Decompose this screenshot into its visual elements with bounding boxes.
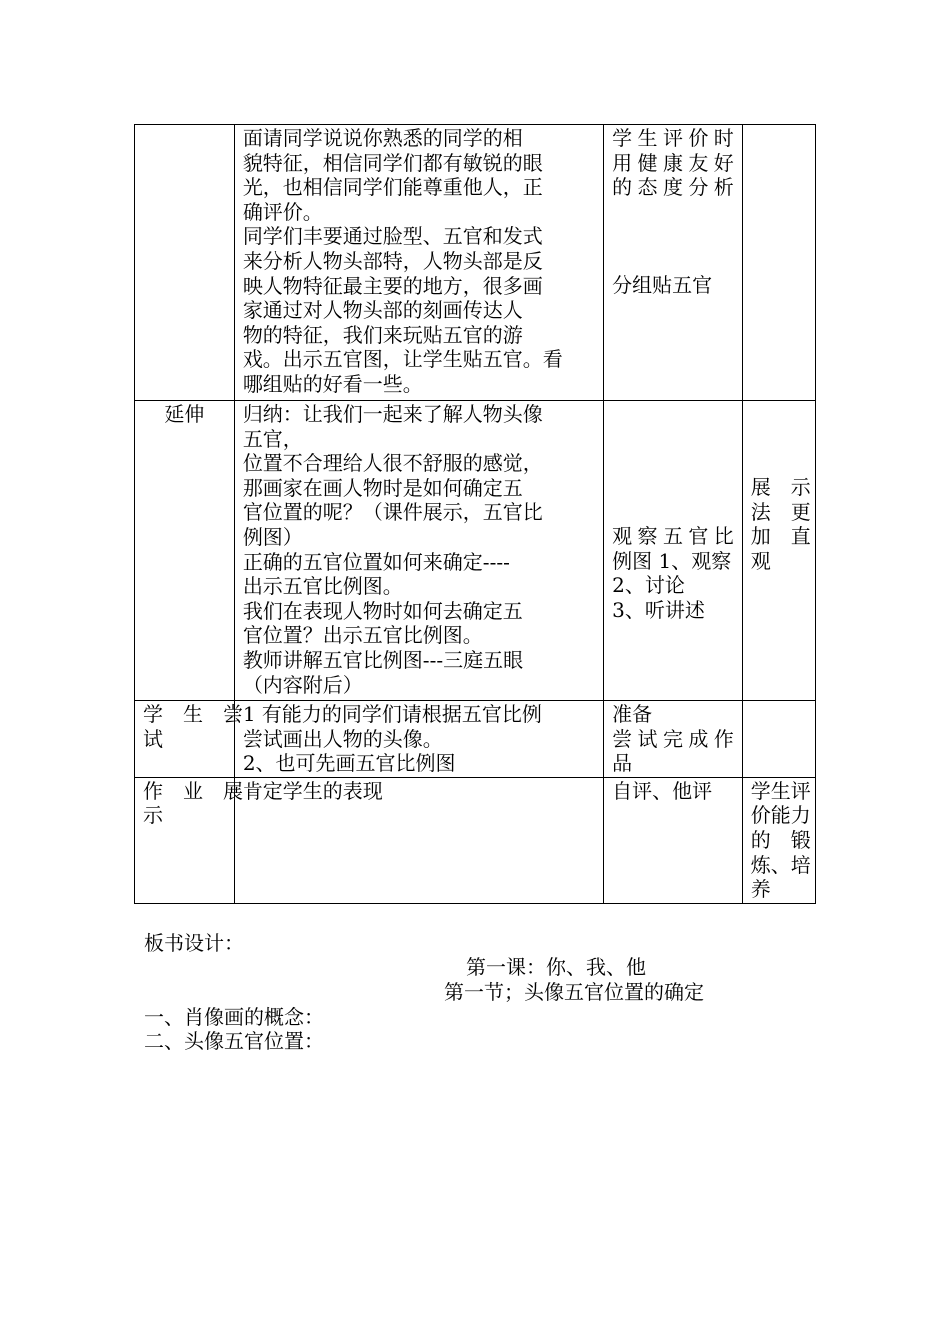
text-line: 物的特征，我们来玩贴五官的游 — [242, 322, 523, 347]
text-line: 映人物特征最主要的地方，很多画 — [242, 273, 543, 298]
text-line: 出示五官比例图。 — [242, 574, 403, 599]
stage-cell — [135, 125, 235, 401]
text-line: 五官， — [242, 426, 303, 451]
student-activity-cell — [604, 125, 743, 401]
text-line: 1 有能力的同学们请根据五官比例 — [242, 702, 542, 726]
text-line: 位置不合理给人很不舒服的感觉， — [242, 451, 543, 476]
teacher-activity-cell — [234, 777, 603, 903]
teacher-activity-cell — [234, 401, 603, 701]
text-line: 炼、培 — [750, 852, 811, 877]
lesson-title: 第一课：你、我、他 — [466, 955, 646, 979]
text-line: 家通过对人物头部的刻画传达人 — [242, 298, 523, 323]
teacher-activity-cell — [234, 701, 603, 778]
text-line: 面请同学说说你熟悉的同学的相 — [242, 126, 523, 150]
text-line: 我们在表现人物时如何去确定五 — [242, 598, 523, 623]
design-intent-cell — [742, 701, 815, 778]
text-line: 的 锻 — [750, 827, 811, 852]
text-line: 的态度分析 — [612, 175, 734, 200]
table-row — [135, 401, 816, 701]
text-line: 教师讲解五官比例图---三庭五眼 — [242, 647, 524, 672]
text-line: 分组贴五官 — [612, 272, 713, 297]
text-line: 官位置的呢？（课件展示，五官比 — [242, 500, 543, 525]
stage-cell — [135, 701, 243, 778]
stage-cell: 延伸 — [135, 401, 235, 701]
text-line: 学 生 尝 — [143, 702, 243, 726]
text-line: 尝试画出人物的头像。 — [242, 726, 443, 751]
table-row — [135, 701, 816, 778]
text-line: 自评、他评 — [612, 778, 713, 803]
text-line: 学生评 — [750, 778, 811, 803]
text-line: 示 — [143, 803, 163, 828]
text-line: 试 — [143, 726, 163, 751]
text-line: 光，也相信同学们能尊重他人，正 — [242, 175, 543, 200]
text-line: 肯定学生的表现 — [242, 778, 383, 803]
board-point-2: 二、头像五官位置： — [144, 1029, 324, 1053]
text-line: 法 更 — [750, 499, 811, 524]
teacher-activity-cell — [234, 125, 603, 401]
table-row — [135, 125, 816, 401]
text-line: 正确的五官位置如何来确定---- — [242, 549, 510, 574]
text-line: 加 直 — [750, 524, 811, 549]
text-line: 例图） — [242, 524, 303, 549]
student-activity-cell — [604, 777, 743, 903]
text-line: 貌特征，相信同学们都有敏锐的眼 — [242, 150, 543, 175]
text-line: 用健康友好 — [612, 150, 734, 175]
student-activity-cell — [604, 701, 743, 778]
design-intent-cell — [742, 777, 815, 903]
text-line: 官位置？出示五官比例图。 — [242, 623, 483, 648]
text-line: 3、听讲述 — [612, 597, 705, 622]
text-line: 观 — [750, 548, 771, 573]
board-design-heading: 板书设计： — [144, 931, 244, 955]
text-line: 2、也可先画五官比例图 — [242, 751, 456, 776]
text-line: 确评价。 — [242, 199, 323, 224]
text-line: 尝试完成作 — [612, 726, 734, 751]
text-line: 养 — [750, 877, 771, 902]
text-line: 那画家在画人物时是如何确定五 — [242, 475, 523, 500]
design-intent-cell — [742, 401, 815, 701]
text-line: （内容附后） — [242, 672, 363, 697]
stage-cell — [135, 777, 243, 903]
text-line: 2、讨论 — [612, 573, 685, 598]
board-point-1: 一、肖像画的概念： — [144, 1005, 324, 1029]
text-line: 准备 — [612, 702, 653, 726]
design-intent-cell — [742, 125, 815, 401]
text-line: 作 业 展 — [143, 778, 243, 803]
text-line: 观察五官比 — [612, 524, 734, 548]
text-line: 归纳：让我们一起来了解人物头像 — [242, 402, 543, 426]
text-line: 例图 1、观察 — [612, 548, 732, 573]
text-line: 展 示 — [750, 475, 811, 499]
text-line: 学生评价时 — [612, 126, 734, 150]
lesson-plan-table — [134, 124, 816, 904]
text-line: 同学们丰要通过脸型、五官和发式 — [242, 224, 543, 249]
text-line: 哪组贴的好看一些。 — [242, 371, 423, 396]
student-activity-cell — [604, 401, 743, 701]
text-line: 来分析人物头部特，人物头部是反 — [242, 248, 543, 273]
text-line: 品 — [612, 751, 633, 776]
text-line: 价能力 — [750, 803, 811, 828]
section-title: 第一节；头像五官位置的确定 — [444, 980, 704, 1004]
text-line: 戏。出示五官图，让学生贴五官。看 — [242, 347, 563, 372]
table-row — [135, 777, 816, 903]
